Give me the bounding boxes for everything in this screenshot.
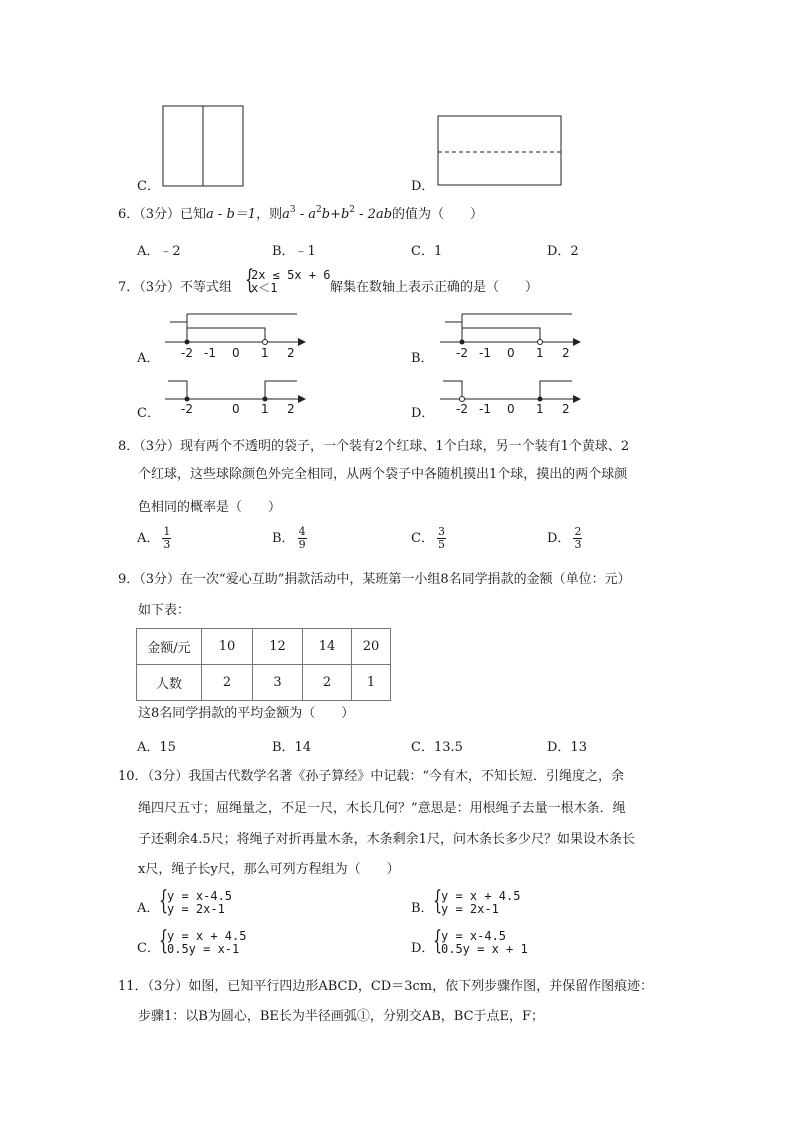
q10-b-brace: { xyxy=(433,886,443,916)
q9-line2: 如下表： xyxy=(138,603,191,618)
tick-label: 1 xyxy=(536,402,544,416)
q9-donation-table xyxy=(136,628,391,701)
tick-label: 0 xyxy=(232,402,240,416)
q10-b-eq1: y = x + 4.5 xyxy=(441,889,521,903)
tick-label: 2 xyxy=(287,402,295,416)
q6-option-c: C．1 xyxy=(411,244,443,259)
q11-line2: 步骤1：以B为圆心，BE长为半径画弧①，分别交AB，BC于点E，F； xyxy=(138,1009,545,1024)
tick-label: 0 xyxy=(232,346,240,360)
q9-option-b: B．14 xyxy=(272,740,312,755)
q6-option-d: D．2 xyxy=(547,244,579,259)
q8-option-b: B． $\frac{4}{9}$ xyxy=(272,525,306,551)
tick-label: 0 xyxy=(507,402,515,416)
q7-stem-suffix: 解集在数轴上表示正确的是（ ） xyxy=(330,280,539,295)
q7-option-d-label: D． xyxy=(411,406,435,421)
q8-option-c: C． $\frac{3}{5}$ xyxy=(411,525,445,551)
q10-a-brace: { xyxy=(159,886,169,916)
q9-line1: 9．（3分）在一次“爱心互助”捐款活动中，某班第一小组8名同学捐款的金额（单位：元） xyxy=(118,572,631,587)
q10-a-eq1: y = x-4.5 xyxy=(167,889,233,903)
table-cell: 12 xyxy=(253,629,303,665)
tick-label: -2 xyxy=(181,346,193,360)
q7-option-c-label: C． xyxy=(137,406,160,421)
q10-option-b-label: B． xyxy=(411,901,434,916)
q5-d-rect xyxy=(438,116,561,185)
tick-label: -1 xyxy=(479,346,491,360)
q10-option-c-label: C． xyxy=(137,941,160,956)
tick-label: 1 xyxy=(261,346,269,360)
q10-line2: 绳四尺五寸；屈绳量之，不足一尺，木长几何？”意思是：用根绳子去量一根木条．绳 xyxy=(138,801,626,816)
q8-line1: 8．（3分）现有两个不透明的袋子，一个装有2个红球、1个白球，另一个装有1个黄球、2 xyxy=(118,439,630,454)
closed-dot xyxy=(185,340,190,345)
tick-label: 2 xyxy=(562,346,570,360)
tick-label: -2 xyxy=(456,402,468,416)
range-mark xyxy=(445,322,462,342)
q6-option-b: B．﹣1 xyxy=(272,244,316,259)
arrow xyxy=(298,338,306,346)
q10-option-a-label: A． xyxy=(137,901,160,916)
q5-option-d-label: D． xyxy=(411,179,435,194)
q10-line4: x尺，绳子长y尺，那么可列方程组为（ ） xyxy=(138,862,400,877)
q11-line1: 11．（3分）如图，已知平行四边形ABCD，CD＝3cm，依下列步骤作图，并保留作图痕迹： xyxy=(118,979,654,994)
table-row xyxy=(137,629,391,665)
tick-label: 1 xyxy=(261,402,269,416)
q7-option-b-numberline xyxy=(435,305,585,360)
q7-option-d-numberline xyxy=(435,372,585,416)
open-dot xyxy=(460,397,465,402)
q10-c-eq2: 0.5y = x-1 xyxy=(167,942,240,956)
range-mark xyxy=(443,381,462,399)
q8-line3: 色相同的概率是（ ） xyxy=(138,500,282,515)
q5-option-c-figure xyxy=(160,104,248,190)
closed-dot xyxy=(460,340,465,345)
tick-label: -2 xyxy=(181,402,193,416)
range-mark xyxy=(540,381,572,399)
q10-d-eq1: y = x-4.5 xyxy=(441,929,507,943)
q7-brace: { xyxy=(245,265,255,295)
arrow xyxy=(298,395,306,403)
tick-label: 2 xyxy=(287,346,295,360)
tick-label: -1 xyxy=(479,402,491,416)
table-cell: 2 xyxy=(202,665,253,701)
q10-c-eq1: y = x + 4.5 xyxy=(167,929,247,943)
range-mark xyxy=(462,328,540,342)
table-cell: 14 xyxy=(303,629,352,665)
tick-label: 2 xyxy=(562,402,570,416)
q10-line3: 子还剩余4.5尺；将绳子对折再量木条，木条剩余1尺，问木条长多少尺？如果设木条长 xyxy=(138,832,635,847)
open-dot xyxy=(538,340,543,345)
table-cell: 金额/元 xyxy=(137,629,202,665)
q10-c-brace: { xyxy=(159,926,169,956)
q8-option-a: A． $\frac{1}{3}$ xyxy=(137,525,171,551)
q6-option-a: A．﹣2 xyxy=(137,244,181,259)
range-mark xyxy=(265,381,297,399)
open-dot xyxy=(263,340,268,345)
q6-stem: 6．（3分）已知a - b＝1，则$a^3 - a^2b+b^2 - 2ab$的值为（ ） xyxy=(118,205,484,222)
table-cell: 2 xyxy=(303,665,352,701)
q7-option-b-label: B． xyxy=(411,351,434,366)
tick-label: 0 xyxy=(507,346,515,360)
range-mark xyxy=(187,328,265,342)
q10-option-d-label: D． xyxy=(411,941,435,956)
arrow xyxy=(573,338,581,346)
q7-ineq2: x＜1 xyxy=(251,281,278,295)
q7-option-a-label: A． xyxy=(137,351,160,366)
q10-d-brace: { xyxy=(433,926,443,956)
q9-line3: 这8名同学捐款的平均金额为（ ） xyxy=(138,706,355,721)
table-cell: 10 xyxy=(202,629,253,665)
closed-dot xyxy=(263,397,268,402)
tick-label: -1 xyxy=(204,346,216,360)
q7-ineq1: 2x ≤ 5x + 6 xyxy=(251,268,331,282)
table-cell: 人数 xyxy=(137,665,202,701)
table-cell: 20 xyxy=(352,629,391,665)
q9-option-c: C．13.5 xyxy=(411,740,463,755)
table-row xyxy=(137,665,391,701)
range-mark xyxy=(170,322,187,342)
closed-dot xyxy=(538,397,543,402)
tick-label: -2 xyxy=(456,346,468,360)
q10-d-eq2: 0.5y = x + 1 xyxy=(441,942,528,956)
q7-option-c-numberline xyxy=(160,372,310,416)
closed-dot xyxy=(185,397,190,402)
q7-stem-prefix: 7．（3分）不等式组 xyxy=(118,280,233,295)
range-mark xyxy=(168,381,187,399)
arrow xyxy=(573,395,581,403)
q9-option-d: D．13 xyxy=(547,740,587,755)
q5-option-c-label: C． xyxy=(137,179,160,194)
q10-a-eq2: y = 2x-1 xyxy=(167,902,225,916)
q8-option-d: D． $\frac{2}{3}$ xyxy=(547,525,582,551)
q5-option-d-figure xyxy=(435,114,565,188)
table-cell: 1 xyxy=(352,665,391,701)
q7-option-a-numberline xyxy=(160,305,310,360)
q8-line2: 个红球，这些球除颜色外完全相同，从两个袋子中各随机摸出1个球，摸出的两个球颜 xyxy=(138,467,628,482)
q10-line1: 10．（3分）我国古代数学名著《孙子算经》中记载：“今有木，不知长短．引绳度之，余 xyxy=(118,769,624,784)
q9-option-a: A．15 xyxy=(137,740,176,755)
q10-b-eq2: y = 2x-1 xyxy=(441,902,499,916)
table-cell: 3 xyxy=(253,665,303,701)
tick-label: 1 xyxy=(536,346,544,360)
